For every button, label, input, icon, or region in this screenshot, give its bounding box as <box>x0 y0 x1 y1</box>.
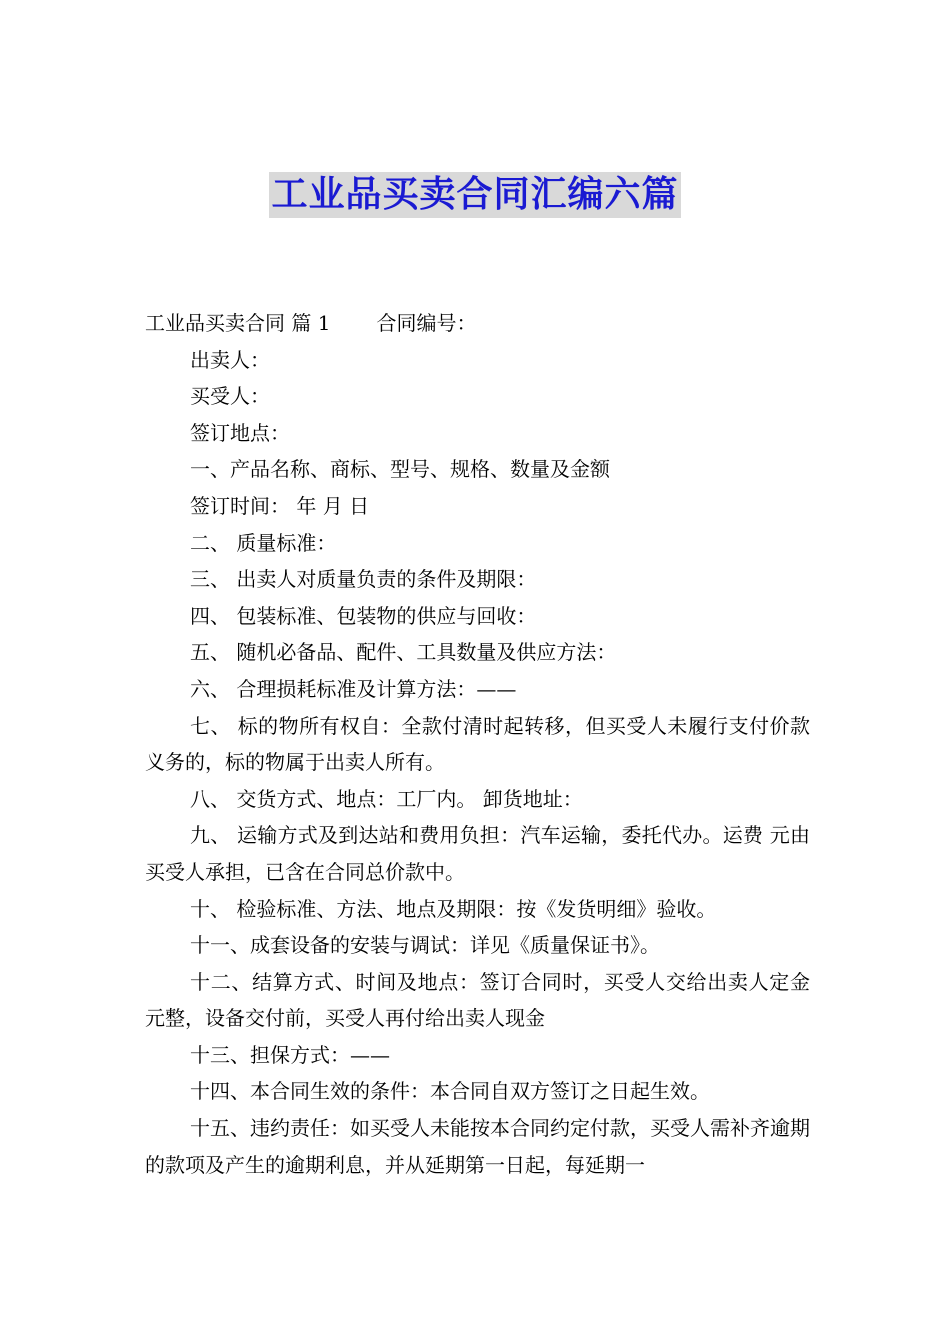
clause-6: 六、 合理损耗标准及计算方法：—— <box>190 676 517 701</box>
buyer-line: 买受人： <box>190 384 270 409</box>
clause-15: 十五、违约责任：如买受人未能按本合同约定付款，买受人需补齐逾期的款项及产生的逾期利息，并从延期第一日起，每延期一 <box>145 1116 810 1177</box>
clause-13: 十三、担保方式：—— <box>190 1042 390 1067</box>
contract-heading: 工业品买卖合同 篇 1 <box>145 311 331 335</box>
seller-line: 出卖人： <box>190 347 270 372</box>
clause-10: 十、 检验标准、方法、地点及期限：按《发货明细》验收。 <box>190 896 717 921</box>
document-title: 工业品买卖合同汇编六篇 <box>269 172 680 218</box>
document-body <box>145 305 810 1183</box>
clause-8: 八、 交货方式、地点：工厂内。 卸货地址： <box>190 786 583 811</box>
signing-time-line: 签订时间： 年 月 日 <box>190 493 370 518</box>
title-container <box>0 172 950 218</box>
clause-9: 九、 运输方式及到达站和费用负担：汽车运输，委托代办。运费 元由买受人承担，已含在合同总价款中。 <box>145 823 810 884</box>
contract-heading-line <box>145 305 810 342</box>
clause-12: 十二、结算方式、时间及地点：签订合同时，买受人交给出卖人定金 元整，设备交付前，买受人再付给出卖人现金 <box>145 969 810 1031</box>
clause-4: 四、 包装标准、包装物的供应与回收： <box>190 603 537 628</box>
clause-5: 五、 随机必备品、配件、工具数量及供应方法： <box>190 640 617 665</box>
clause-3: 三、 出卖人对质量负责的条件及期限： <box>190 567 537 592</box>
clause-2: 二、 质量标准： <box>190 530 337 555</box>
clause-1: 一、产品名称、商标、型号、规格、数量及金额 <box>190 457 610 482</box>
clause-7: 七、 标的物所有权自：全款付清时起转移，但买受人未履行支付价款义务的，标的物属于出卖人所有。 <box>145 713 810 775</box>
clause-14: 十四、本合同生效的条件：本合同自双方签订之日起生效。 <box>190 1079 710 1104</box>
signing-place-line: 签订地点： <box>190 420 290 445</box>
clause-11: 十一、成套设备的安装与调试：详见《质量保证书》。 <box>190 933 660 958</box>
contract-number-label: 合同编号： <box>376 311 477 335</box>
